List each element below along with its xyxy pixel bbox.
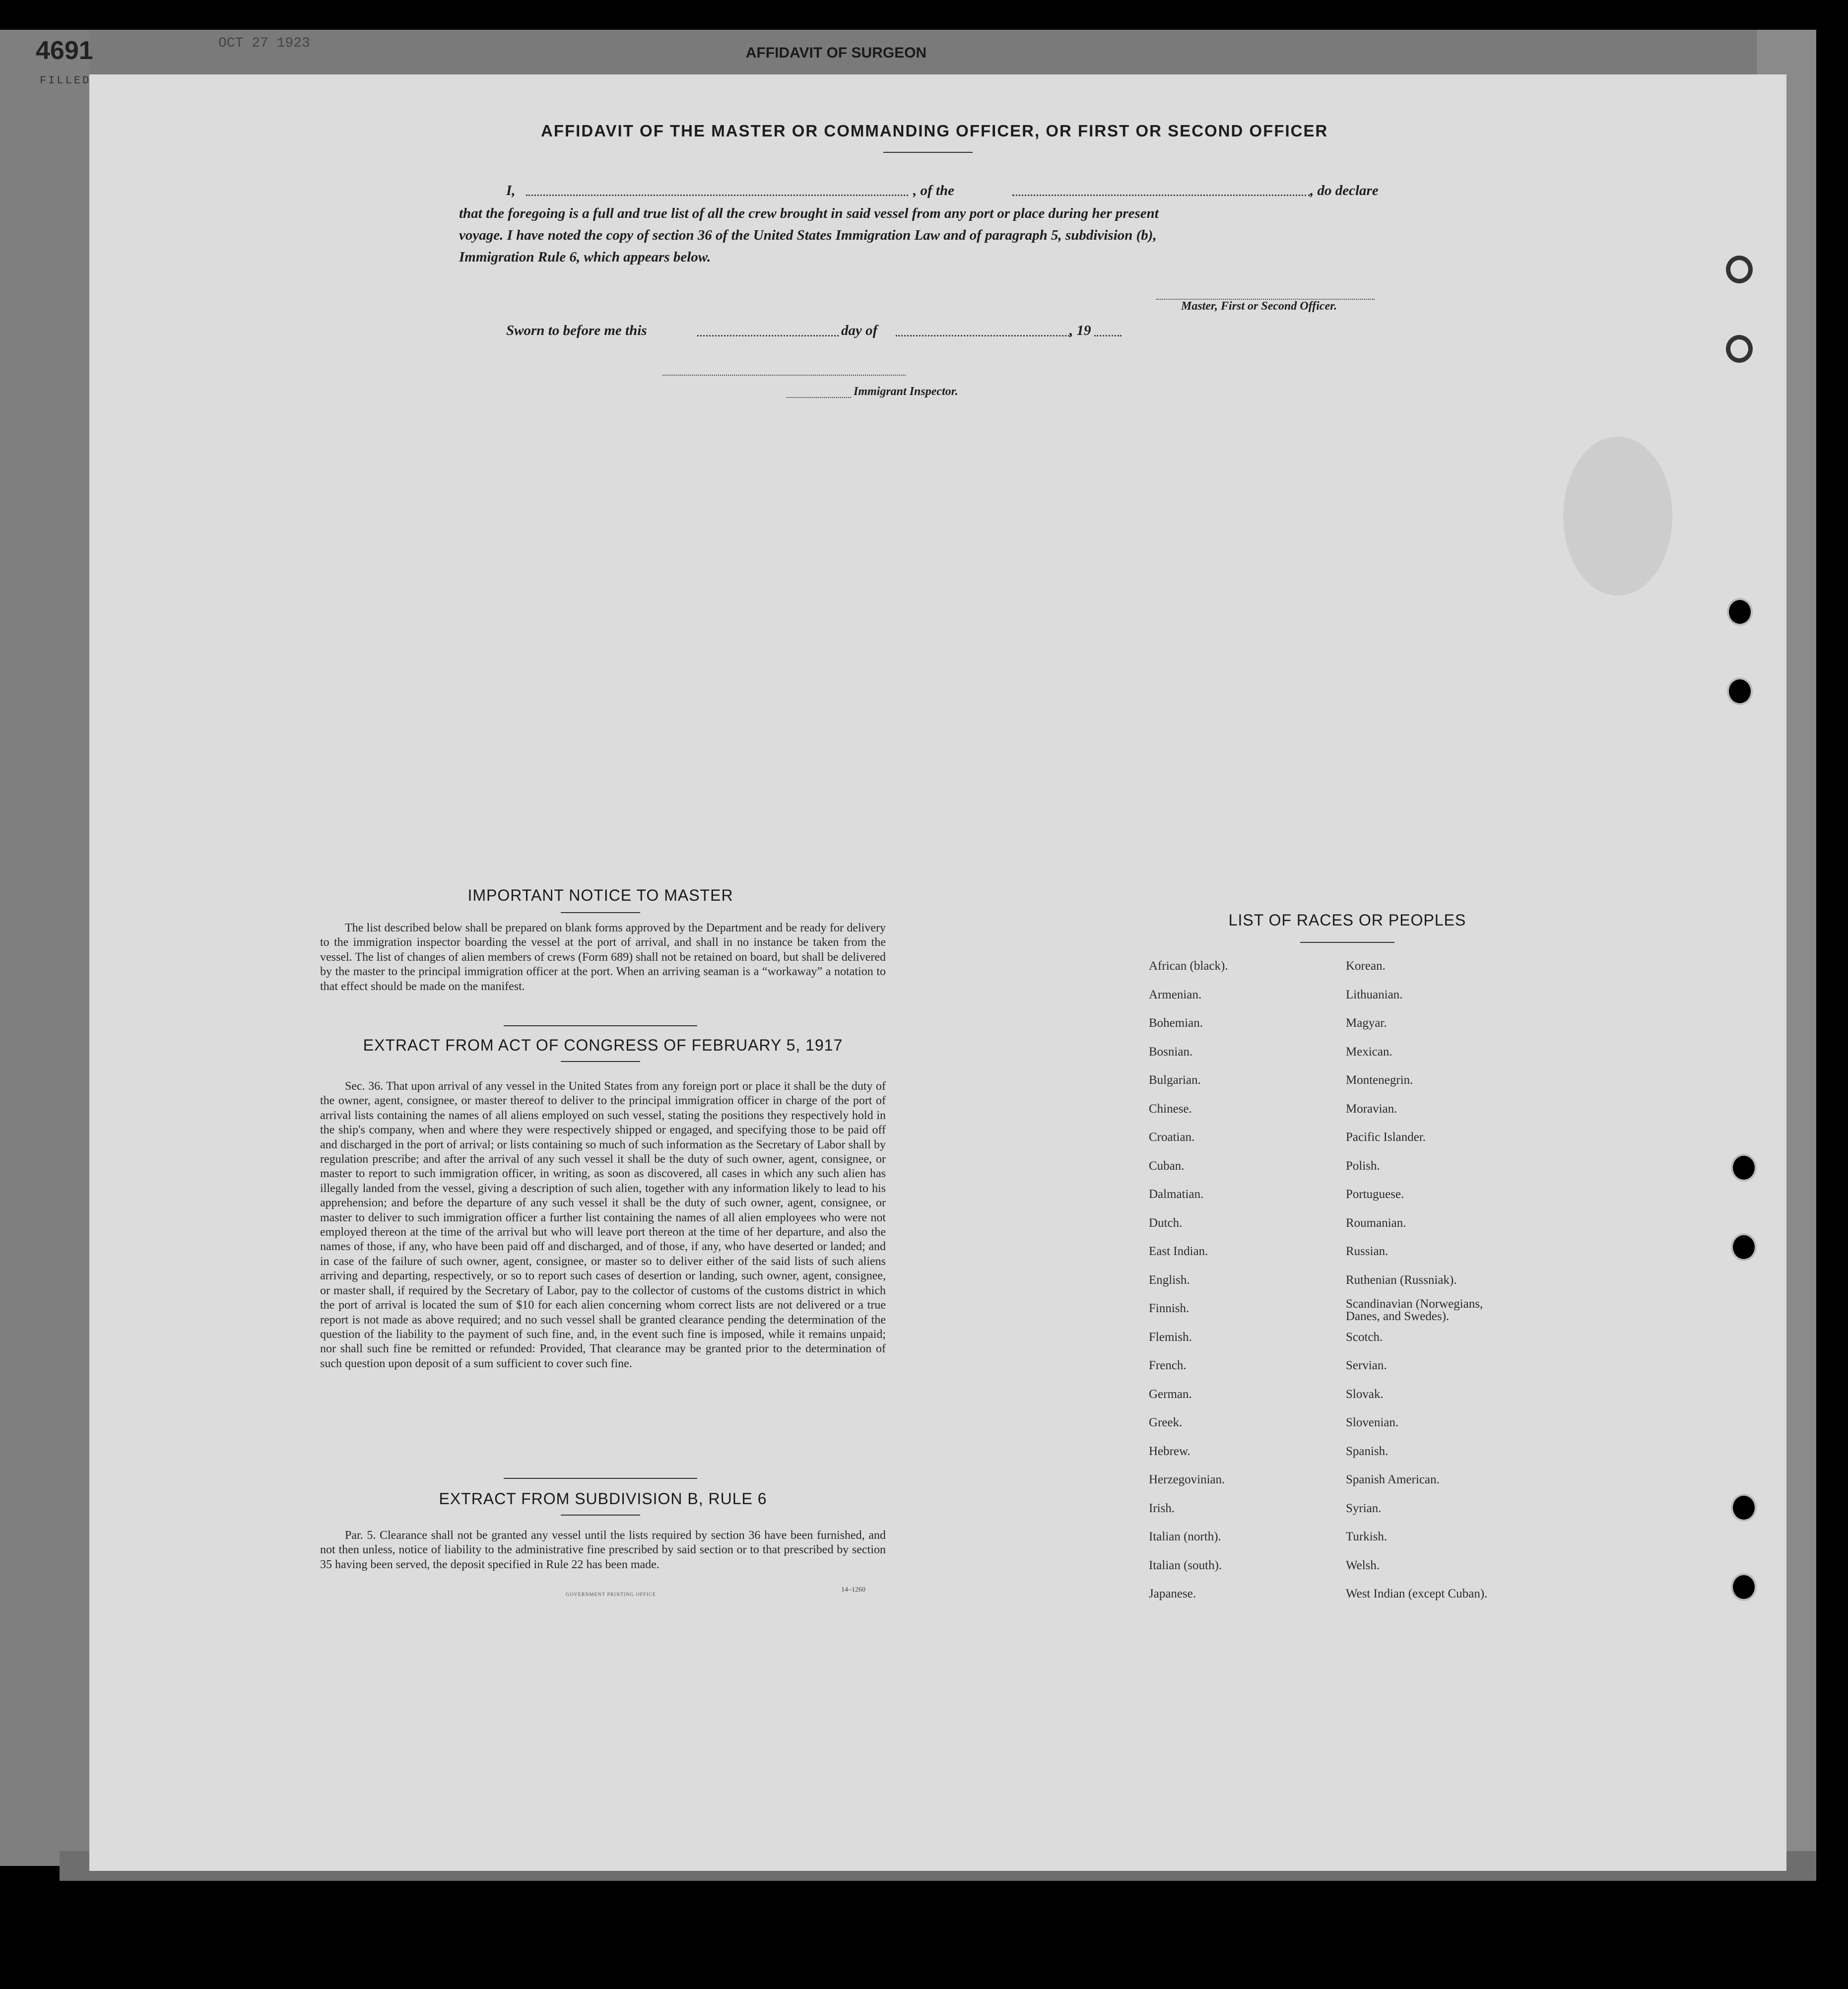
filled-stamp: FILLED — [40, 74, 91, 87]
affidavit-line-4: Immigration Rule 6, which appears below. — [459, 249, 711, 265]
punch-hole-8 — [1731, 1573, 1757, 1601]
master-signature-label: Master, First or Second Officer. — [1181, 300, 1337, 313]
affidavit-declare: , do declare — [1310, 183, 1379, 199]
affidavit-title-rule — [883, 152, 973, 153]
extract-act-title-rule — [561, 1061, 640, 1062]
race-right-16: Slovak. — [1346, 1387, 1384, 1401]
race-left-1: African (black). — [1149, 959, 1228, 973]
extract-rule-title-rule — [561, 1515, 640, 1516]
race-left-19: Herzegovinian. — [1149, 1473, 1225, 1486]
race-left-7: Croatian. — [1149, 1130, 1195, 1144]
race-right-1: Korean. — [1346, 959, 1386, 973]
extract-rule-title: EXTRACT FROM SUBDIVISION B, RULE 6 — [439, 1490, 767, 1508]
notice-title-rule — [561, 912, 640, 913]
vessel-blank[interactable] — [1012, 195, 1310, 196]
race-left-5: Bulgarian. — [1149, 1073, 1201, 1087]
affidavit-line-2: that the foregoing is a full and true list of all the crew brought in said vessel from any port or place during her present — [459, 205, 1159, 221]
race-right-14: Scotch. — [1346, 1330, 1383, 1344]
sworn-year: , 19 — [1069, 323, 1091, 338]
race-right-22: Welsh. — [1346, 1558, 1380, 1572]
race-right-19: Spanish American. — [1346, 1473, 1440, 1486]
affidavit-title: AFFIDAVIT OF THE MASTER OR COMMANDING OFFICER, OR FIRST OR SECOND OFFICER — [541, 122, 1328, 140]
race-right-18: Spanish. — [1346, 1444, 1388, 1458]
race-left-13: Finnish. — [1149, 1302, 1189, 1315]
race-left-17: Greek. — [1149, 1416, 1183, 1429]
race-left-14: Flemish. — [1149, 1330, 1192, 1344]
race-left-16: German. — [1149, 1387, 1192, 1401]
race-right-4: Mexican. — [1346, 1045, 1392, 1059]
race-left-23: Japanese. — [1149, 1587, 1196, 1600]
race-left-22: Italian (south). — [1149, 1558, 1222, 1572]
punch-hole-open-2 — [1726, 335, 1753, 363]
punch-hole-5 — [1731, 1154, 1757, 1182]
race-right-12: Ruthenian (Russniak). — [1346, 1273, 1457, 1287]
race-left-20: Irish. — [1149, 1501, 1175, 1515]
notice-end-rule — [504, 1025, 697, 1026]
race-right-20: Syrian. — [1346, 1501, 1382, 1515]
punch-hole-7 — [1731, 1494, 1757, 1522]
race-right-2: Lithuanian. — [1346, 988, 1403, 1001]
date-stamp: OCT 27 1923 — [218, 36, 310, 51]
race-left-11: East Indian. — [1149, 1245, 1208, 1258]
race-left-4: Bosnian. — [1149, 1045, 1193, 1059]
inspector-lead-dots — [787, 397, 851, 398]
race-left-15: French. — [1149, 1359, 1187, 1372]
race-right-15: Servian. — [1346, 1359, 1387, 1372]
sworn-prefix: Sworn to before me this — [506, 323, 647, 338]
race-right-7: Pacific Islander. — [1346, 1130, 1426, 1144]
punch-hole-open-1 — [1726, 256, 1753, 283]
race-right-10: Roumanian. — [1346, 1216, 1406, 1230]
sworn-month-blank[interactable] — [896, 335, 1072, 336]
race-right-6: Moravian. — [1346, 1102, 1397, 1116]
races-title-rule — [1300, 942, 1394, 943]
race-right-8: Polish. — [1346, 1159, 1380, 1173]
race-left-2: Armenian. — [1149, 988, 1202, 1001]
race-right-23: West Indian (except Cuban). — [1346, 1587, 1488, 1600]
race-right-21: Turkish. — [1346, 1530, 1387, 1543]
punch-hole-3 — [1727, 598, 1753, 626]
punch-hole-6 — [1731, 1233, 1757, 1261]
race-right-17: Slovenian. — [1346, 1416, 1399, 1429]
extract-rule-body — [320, 1528, 886, 1572]
race-left-6: Chinese. — [1149, 1102, 1192, 1116]
back-sheet-left — [0, 30, 89, 1866]
sworn-day-of: day of — [841, 323, 878, 338]
affidavit-of-the: , of the — [913, 183, 954, 199]
extract-act-end-rule — [504, 1478, 697, 1479]
inspector-signature-line[interactable] — [662, 375, 906, 376]
race-left-3: Bohemian. — [1149, 1016, 1203, 1030]
name-blank[interactable] — [526, 195, 908, 196]
race-left-18: Hebrew. — [1149, 1444, 1190, 1458]
printer-line: GOVERNMENT PRINTING OFFICE — [566, 1592, 656, 1597]
extract-act-body — [320, 1079, 886, 1371]
race-right-9: Portuguese. — [1346, 1188, 1404, 1201]
form-code: 14–1260 — [841, 1586, 865, 1593]
page-title: AFFIDAVIT OF SURGEON — [745, 45, 927, 61]
race-left-8: Cuban. — [1149, 1159, 1185, 1173]
affidavit-line-3: voyage. I have noted the copy of section 36 of the United States Immigration Law and of paragraph 5, subdivision (b), — [459, 227, 1157, 243]
race-right-11: Russian. — [1346, 1245, 1388, 1258]
extract-rule-body-text: Par. 5. Clearance shall not be granted any vessel until the lists required by section 36 have been furnished, and not then unless, notice of liability to the administrative fine prescribed by said section or to that prescribed by section 35 having been served, the deposit specified in Rule 22 has been made. — [320, 1529, 886, 1571]
form-number: 4691 — [36, 36, 93, 65]
notice-body — [320, 921, 886, 994]
race-left-10: Dutch. — [1149, 1216, 1183, 1230]
affidavit-i: I, — [506, 183, 516, 199]
race-left-21: Italian (north). — [1149, 1530, 1221, 1543]
sworn-year-blank[interactable] — [1094, 335, 1122, 336]
punch-hole-4 — [1727, 677, 1753, 705]
race-right-5: Montenegrin. — [1346, 1073, 1413, 1087]
sworn-day-blank[interactable] — [697, 335, 839, 336]
notice-body-text: The list described below shall be prepared on blank forms approved by the Department and be ready for delivery to the immigration inspector boarding the vessel at the port of arrival, and shall in no instance be taken from the vessel. The list of changes of alien members of crews (Form 689) shall not be retained on board, but shall be delivered by the master to the principal immigration officer at the port. When an arriving seaman is a “workaway” a notation to that effect should be made on the manifest. — [320, 922, 886, 993]
races-title: LIST OF RACES OR PEOPLES — [1228, 911, 1466, 929]
extract-act-body-text: Sec. 36. That upon arrival of any vessel in the United States from any foreign port or place it shall be the duty of the owner, agent, consignee, or master thereof to deliver to the principal immigration officer in charge of the port of arrival lists containing the names of all aliens employed on such vessel, stating the positions they respectively hold in the ship's company, when and where they were respectively shipped or engaged, and specifying those to be paid off and discharged in the port of arrival; or lists containing so much of such information as the Secretary of Labor shall by regulation prescribe; and after the arrival of any such vessel it shall be the duty of such owner, agent, consignee, or master to report to such immigration officer, in writing, as soon as discovered, all cases in which any such alien has illegally landed from the vessel, giving a description of such alien, together with any information likely to lead to his apprehension; and before the departure of any such vessel it shall be the duty of such owner, agent, consignee, or master to deliver to such immigration officer a further list containing the names of all alien employees who were not employed thereon at the time of the arrival but who will leave port thereon at the time of her departure, and also the names of those, if any, who have been paid off and discharged, and of those, if any, who have deserted or landed; and in case of the failure of such owner, agent, consignee, or master so to deliver either of the said lists of such aliens arriving and departing, respectively, or so to report such cases of desertion or landing, such owner, agent, consignee, or master shall, if required by the Secretary of Labor, pay to the collector of customs of the customs district in which the port of arrival is located the sum of $10 for each alien concerning whom correct lists are not delivered or a true report is not made as above required; and no such vessel shall be granted clearance pending the determination of the question of the liability to the payment of such fine, and, in the event such fine is imposed, while it remains unpaid; nor shall such fine be remitted or refunded: Provided, That clearance may be granted prior to the determination of such question upon deposit of a sum sufficient to cover such fine. — [320, 1080, 886, 1370]
race-left-9: Dalmatian. — [1149, 1188, 1204, 1201]
extract-act-title: EXTRACT FROM ACT OF CONGRESS OF FEBRUARY 5, 1917 — [363, 1036, 843, 1054]
notice-title: IMPORTANT NOTICE TO MASTER — [467, 886, 733, 904]
race-left-12: English. — [1149, 1273, 1190, 1287]
bleed-through-stamp — [1563, 437, 1672, 596]
race-right-13: Scandinavian (Norwegians, Danes, and Swedes). — [1346, 1297, 1483, 1323]
race-right-3: Magyar. — [1346, 1016, 1387, 1030]
inspector-label: Immigrant Inspector. — [854, 385, 958, 398]
